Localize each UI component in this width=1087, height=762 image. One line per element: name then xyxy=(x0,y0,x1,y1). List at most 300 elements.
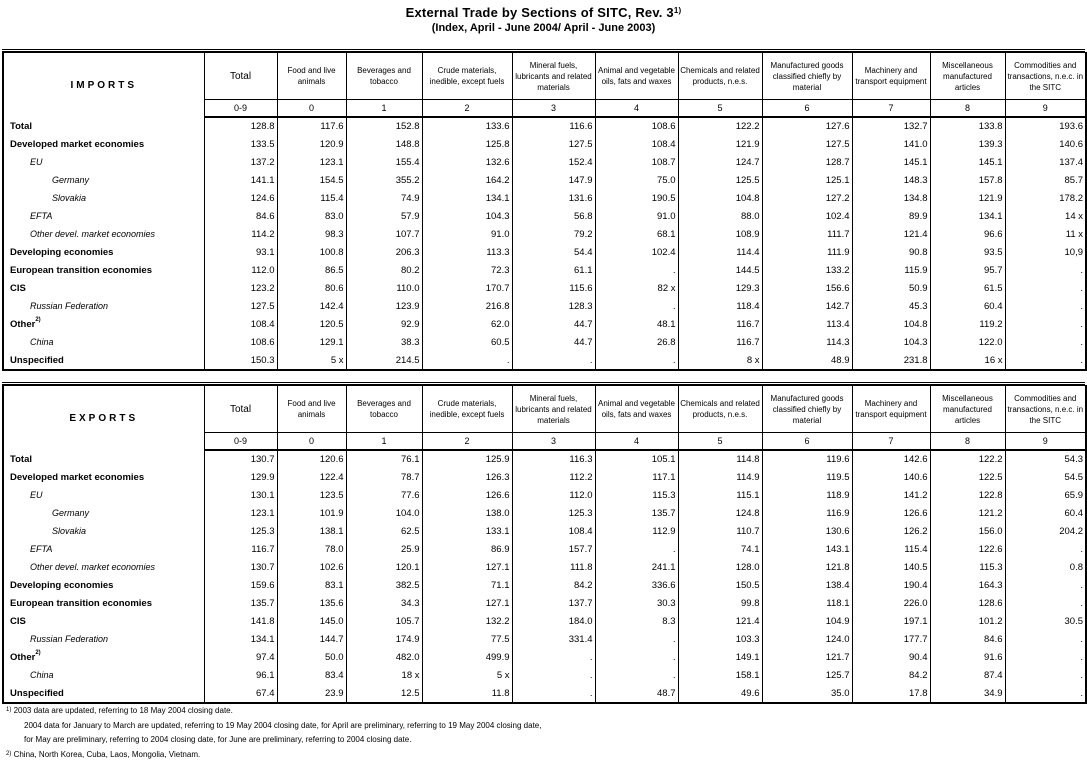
index-value: . xyxy=(595,630,678,648)
index-value: 115.4 xyxy=(852,540,930,558)
index-value: 156.0 xyxy=(930,522,1005,540)
index-value: . xyxy=(595,261,678,279)
index-value: 140.5 xyxy=(852,558,930,576)
index-value: 85.7 xyxy=(1005,171,1086,189)
index-value: 65.9 xyxy=(1005,486,1086,504)
index-value: 137.2 xyxy=(204,153,277,171)
row-label-text: Other xyxy=(10,318,36,330)
index-value: 76.1 xyxy=(346,450,422,468)
index-value: . xyxy=(1005,315,1086,333)
index-value: 117.1 xyxy=(595,468,678,486)
index-value: 119.2 xyxy=(930,315,1005,333)
row-label xyxy=(3,207,204,225)
footnote-ref: 2) xyxy=(35,649,41,656)
index-value: 128.3 xyxy=(512,297,595,315)
index-value: 158.1 xyxy=(678,666,762,684)
footnote-text: 2003 data are updated, referring to 18 May 2004 closing date. xyxy=(13,706,233,715)
index-value: 12.5 xyxy=(346,684,422,703)
index-value: 84.2 xyxy=(852,666,930,684)
index-value: 113.4 xyxy=(762,315,852,333)
table-row xyxy=(3,594,1086,612)
table-row xyxy=(3,558,1086,576)
index-value: . xyxy=(1005,540,1086,558)
index-value: 83.1 xyxy=(277,576,346,594)
row-label-text: European transition economies xyxy=(10,597,152,609)
table-row xyxy=(3,612,1086,630)
index-value: 8 x xyxy=(678,351,762,370)
index-value: 111.9 xyxy=(762,243,852,261)
sitc-code: 9 xyxy=(1005,100,1086,118)
index-value: 54.3 xyxy=(1005,450,1086,468)
sitc-code: 0 xyxy=(277,100,346,118)
sitc-code: 3 xyxy=(512,100,595,118)
index-value: 93.5 xyxy=(930,243,1005,261)
table-row xyxy=(3,261,1086,279)
table-row xyxy=(3,630,1086,648)
index-value: 122.5 xyxy=(930,468,1005,486)
index-value: 140.6 xyxy=(852,468,930,486)
footnote-text: for May are preliminary, referring to 2004 closing date, for June are preliminary, referring to 2004 closing date. xyxy=(24,735,412,744)
row-label xyxy=(3,450,204,468)
index-value: 121.9 xyxy=(678,135,762,153)
index-value: 206.3 xyxy=(346,243,422,261)
index-value: 137.4 xyxy=(1005,153,1086,171)
index-value: 57.9 xyxy=(346,207,422,225)
index-value: . xyxy=(595,351,678,370)
page-heading xyxy=(0,4,1087,35)
index-value: . xyxy=(422,351,512,370)
index-value: 128.0 xyxy=(678,558,762,576)
index-value: 121.8 xyxy=(762,558,852,576)
index-value: 132.2 xyxy=(422,612,512,630)
index-value: 145.0 xyxy=(277,612,346,630)
column-header: Crude materials, inedible, except fuels xyxy=(422,386,512,433)
index-value: 133.5 xyxy=(204,135,277,153)
row-label xyxy=(3,153,204,171)
index-value: 107.7 xyxy=(346,225,422,243)
index-value: 111.8 xyxy=(512,558,595,576)
index-value: 104.8 xyxy=(852,315,930,333)
footnote xyxy=(6,704,541,719)
index-value: 141.1 xyxy=(204,171,277,189)
index-value: 134.8 xyxy=(852,189,930,207)
index-value: 114.9 xyxy=(678,468,762,486)
sitc-code: 9 xyxy=(1005,433,1086,451)
index-value: 50.9 xyxy=(852,279,930,297)
row-label-text: EFTA xyxy=(30,211,53,221)
index-value: 145.1 xyxy=(852,153,930,171)
row-label xyxy=(3,468,204,486)
row-label-text: Other xyxy=(10,651,36,663)
table-row xyxy=(3,117,1086,135)
index-value: 231.8 xyxy=(852,351,930,370)
row-label xyxy=(3,558,204,576)
index-value: 83.0 xyxy=(277,207,346,225)
index-value: 128.6 xyxy=(930,594,1005,612)
index-value: 120.9 xyxy=(277,135,346,153)
index-value: 61.5 xyxy=(930,279,1005,297)
table-row xyxy=(3,171,1086,189)
table-row xyxy=(3,450,1086,468)
footnote-marker: 2) xyxy=(6,750,12,757)
index-value: 96.1 xyxy=(204,666,277,684)
index-value: 139.3 xyxy=(930,135,1005,153)
index-value: 123.1 xyxy=(277,153,346,171)
index-value: 102.6 xyxy=(277,558,346,576)
index-value: 91.6 xyxy=(930,648,1005,666)
index-value: 115.6 xyxy=(512,279,595,297)
row-label xyxy=(3,225,204,243)
index-value: 44.7 xyxy=(512,333,595,351)
index-value: 145.1 xyxy=(930,153,1005,171)
table-row xyxy=(3,468,1086,486)
row-label-text: CIS xyxy=(10,282,26,294)
index-value: 122.8 xyxy=(930,486,1005,504)
index-value: 112.0 xyxy=(512,486,595,504)
index-value: 35.0 xyxy=(762,684,852,703)
index-value: 8.3 xyxy=(595,612,678,630)
index-value: 80.6 xyxy=(277,279,346,297)
index-value: 88.0 xyxy=(678,207,762,225)
index-value: 130.7 xyxy=(204,558,277,576)
column-header: Crude materials, inedible, except fuels xyxy=(422,53,512,100)
sitc-code: 7 xyxy=(852,433,930,451)
row-label xyxy=(3,576,204,594)
index-value: 133.2 xyxy=(762,261,852,279)
table-row xyxy=(3,189,1086,207)
index-value: 118.1 xyxy=(762,594,852,612)
row-label-text: EU xyxy=(30,490,43,500)
index-value: 115.1 xyxy=(678,486,762,504)
column-header: Commodities and transactions, n.e.c. in the SITC xyxy=(1005,386,1086,433)
row-label-text: Developed market economies xyxy=(10,471,145,483)
index-value: 147.9 xyxy=(512,171,595,189)
index-value: 116.9 xyxy=(762,504,852,522)
index-value: 116.6 xyxy=(512,117,595,135)
index-value: 108.4 xyxy=(595,135,678,153)
index-value: 121.4 xyxy=(678,612,762,630)
row-label-text: China xyxy=(30,670,54,680)
index-value: 121.9 xyxy=(930,189,1005,207)
index-value: 5 x xyxy=(422,666,512,684)
index-value: 82 x xyxy=(595,279,678,297)
index-value: 114.4 xyxy=(678,243,762,261)
footnote-text: China, North Korea, Cuba, Laos, Mongolia, Vietnam. xyxy=(13,749,201,759)
table-row xyxy=(3,315,1086,333)
row-label-text: Developing economies xyxy=(10,579,114,591)
index-value: 30.5 xyxy=(1005,612,1086,630)
column-header: Food and live animals xyxy=(277,53,346,100)
index-value: 30.3 xyxy=(595,594,678,612)
index-value: 16 x xyxy=(930,351,1005,370)
index-value: 116.7 xyxy=(204,540,277,558)
index-value: 108.6 xyxy=(595,117,678,135)
row-label xyxy=(3,171,204,189)
sitc-code: 5 xyxy=(678,100,762,118)
index-value: 130.7 xyxy=(204,450,277,468)
index-value: 126.2 xyxy=(852,522,930,540)
index-value: 23.9 xyxy=(277,684,346,703)
index-value: 127.2 xyxy=(762,189,852,207)
index-value: 104.9 xyxy=(762,612,852,630)
footnote-marker: 1) xyxy=(6,707,12,713)
index-value: 122.6 xyxy=(930,540,1005,558)
index-value: 62.5 xyxy=(346,522,422,540)
row-label-text: EU xyxy=(30,157,43,167)
index-value: 142.6 xyxy=(852,450,930,468)
index-value: 121.2 xyxy=(930,504,1005,522)
index-value: 34.9 xyxy=(930,684,1005,703)
index-value: 108.4 xyxy=(204,315,277,333)
index-value: 127.5 xyxy=(762,135,852,153)
index-value: . xyxy=(595,666,678,684)
index-value: 77.6 xyxy=(346,486,422,504)
index-value: 331.4 xyxy=(512,630,595,648)
index-value: 204.2 xyxy=(1005,522,1086,540)
index-value: . xyxy=(1005,594,1086,612)
index-value: 60.5 xyxy=(422,333,512,351)
index-value: 127.1 xyxy=(422,594,512,612)
index-value: 127.5 xyxy=(204,297,277,315)
index-value: 77.5 xyxy=(422,630,512,648)
index-value: 125.3 xyxy=(204,522,277,540)
index-value: 144.5 xyxy=(678,261,762,279)
index-value: 17.8 xyxy=(852,684,930,703)
index-value: 72.3 xyxy=(422,261,512,279)
index-value: 124.8 xyxy=(678,504,762,522)
row-label xyxy=(3,333,204,351)
column-header: Miscellaneous manufactured articles xyxy=(930,386,1005,433)
column-header: Machinery and transport equipment xyxy=(852,386,930,433)
index-value: 118.9 xyxy=(762,486,852,504)
index-value: 148.3 xyxy=(852,171,930,189)
index-value: 56.8 xyxy=(512,207,595,225)
column-header: Miscellaneous manufactured articles xyxy=(930,53,1005,100)
sitc-code: 6 xyxy=(762,100,852,118)
index-value: 71.1 xyxy=(422,576,512,594)
index-value: 130.1 xyxy=(204,486,277,504)
row-label xyxy=(3,486,204,504)
index-value: 125.5 xyxy=(678,171,762,189)
index-value: 129.9 xyxy=(204,468,277,486)
exports-table-container xyxy=(2,382,1085,704)
index-value: 101.9 xyxy=(277,504,346,522)
row-label xyxy=(3,648,204,666)
index-value: 38.3 xyxy=(346,333,422,351)
index-value: 104.8 xyxy=(678,189,762,207)
index-value: 138.4 xyxy=(762,576,852,594)
row-label-text: Developed market economies xyxy=(10,138,145,150)
row-label xyxy=(3,315,204,333)
row-label-text: Unspecified xyxy=(10,354,64,366)
index-value: 91.0 xyxy=(595,207,678,225)
row-label xyxy=(3,684,204,703)
index-value: 382.5 xyxy=(346,576,422,594)
index-value: 133.8 xyxy=(930,117,1005,135)
index-value: 115.3 xyxy=(595,486,678,504)
index-value: 241.1 xyxy=(595,558,678,576)
index-value: 125.7 xyxy=(762,666,852,684)
row-label xyxy=(3,279,204,297)
row-label xyxy=(3,135,204,153)
table-row xyxy=(3,522,1086,540)
page-title xyxy=(0,4,1087,21)
table-row xyxy=(3,684,1086,703)
index-value: 355.2 xyxy=(346,171,422,189)
index-value: 50.0 xyxy=(277,648,346,666)
index-value: 157.7 xyxy=(512,540,595,558)
table-row xyxy=(3,207,1086,225)
index-value: 83.4 xyxy=(277,666,346,684)
table-row xyxy=(3,333,1086,351)
index-value: 190.5 xyxy=(595,189,678,207)
sitc-code: 4 xyxy=(595,100,678,118)
footnote xyxy=(6,748,541,762)
index-value: 174.9 xyxy=(346,630,422,648)
index-value: . xyxy=(1005,297,1086,315)
index-value: 226.0 xyxy=(852,594,930,612)
row-label-text: Russian Federation xyxy=(30,634,109,644)
index-value: 5 x xyxy=(277,351,346,370)
index-value: 104.0 xyxy=(346,504,422,522)
table-row xyxy=(3,297,1086,315)
sitc-code: 1 xyxy=(346,433,422,451)
row-label-text: Unspecified xyxy=(10,687,64,699)
sitc-code: 1 xyxy=(346,100,422,118)
index-value: 118.4 xyxy=(678,297,762,315)
sitc-code: 8 xyxy=(930,433,1005,451)
header-row xyxy=(3,53,1086,100)
index-value: 84.2 xyxy=(512,576,595,594)
index-value: 18 x xyxy=(346,666,422,684)
table-row xyxy=(3,225,1086,243)
index-value: 134.1 xyxy=(422,189,512,207)
index-value: 154.5 xyxy=(277,171,346,189)
index-value: 122.2 xyxy=(930,450,1005,468)
header-row xyxy=(3,386,1086,433)
index-value: 78.0 xyxy=(277,540,346,558)
sitc-code: 0-9 xyxy=(204,433,277,451)
index-value: 144.7 xyxy=(277,630,346,648)
index-value: 152.4 xyxy=(512,153,595,171)
row-label-text: European transition economies xyxy=(10,264,152,276)
index-value: 156.6 xyxy=(762,279,852,297)
table-row xyxy=(3,504,1086,522)
index-value: 119.6 xyxy=(762,450,852,468)
index-value: 124.6 xyxy=(204,189,277,207)
index-value: 120.1 xyxy=(346,558,422,576)
index-value: . xyxy=(512,666,595,684)
row-label-text: Total xyxy=(10,453,32,465)
index-value: 100.8 xyxy=(277,243,346,261)
index-value: 110.7 xyxy=(678,522,762,540)
footnote-text: 2004 data for January to March are updated, referring to 19 May 2004 closing date, for April are preliminary, referring to 19 May 2004 closing date, xyxy=(24,720,542,730)
column-header: Chemicals and related products, n.e.s. xyxy=(678,386,762,433)
index-value: 74.1 xyxy=(678,540,762,558)
index-value: . xyxy=(595,297,678,315)
index-value: 48.1 xyxy=(595,315,678,333)
index-value: 102.4 xyxy=(595,243,678,261)
index-value: 126.6 xyxy=(852,504,930,522)
index-value: 128.7 xyxy=(762,153,852,171)
index-value: 148.8 xyxy=(346,135,422,153)
row-label-text: Russian Federation xyxy=(30,301,109,311)
index-value: 124.0 xyxy=(762,630,852,648)
index-value: 123.5 xyxy=(277,486,346,504)
index-value: 11 x xyxy=(1005,225,1086,243)
index-value: 121.7 xyxy=(762,648,852,666)
index-value: 127.5 xyxy=(512,135,595,153)
index-value: . xyxy=(1005,576,1086,594)
index-value: 112.0 xyxy=(204,261,277,279)
index-value: 499.9 xyxy=(422,648,512,666)
index-value: 114.2 xyxy=(204,225,277,243)
exports-table xyxy=(2,385,1087,704)
index-value: 132.7 xyxy=(852,117,930,135)
index-value: 125.9 xyxy=(422,450,512,468)
index-value: 157.8 xyxy=(930,171,1005,189)
index-value: 137.7 xyxy=(512,594,595,612)
index-value: 96.6 xyxy=(930,225,1005,243)
index-value: . xyxy=(595,648,678,666)
index-value: 108.9 xyxy=(678,225,762,243)
index-value: 123.1 xyxy=(204,504,277,522)
index-value: 116.7 xyxy=(678,315,762,333)
sitc-code: 2 xyxy=(422,100,512,118)
index-value: 164.2 xyxy=(422,171,512,189)
index-value: . xyxy=(512,351,595,370)
row-label xyxy=(3,117,204,135)
index-value: 60.4 xyxy=(930,297,1005,315)
index-value: 101.2 xyxy=(930,612,1005,630)
index-value: . xyxy=(595,540,678,558)
index-value: 112.2 xyxy=(512,468,595,486)
index-value: 92.9 xyxy=(346,315,422,333)
sitc-code: 6 xyxy=(762,433,852,451)
index-value: 193.6 xyxy=(1005,117,1086,135)
footnote xyxy=(6,719,541,734)
row-label-text: Slovakia xyxy=(52,193,87,203)
row-label-text: Slovakia xyxy=(52,526,87,536)
index-value: 121.4 xyxy=(852,225,930,243)
index-value: 67.4 xyxy=(204,684,277,703)
index-value: 125.8 xyxy=(422,135,512,153)
index-value: 90.8 xyxy=(852,243,930,261)
index-value: 155.4 xyxy=(346,153,422,171)
row-label-text: China xyxy=(30,337,54,347)
index-value: 119.5 xyxy=(762,468,852,486)
index-value: . xyxy=(512,648,595,666)
index-value: 134.1 xyxy=(930,207,1005,225)
index-value: 89.9 xyxy=(852,207,930,225)
index-value: 164.3 xyxy=(930,576,1005,594)
column-header: Beverages and tobacco xyxy=(346,53,422,100)
index-value: 108.4 xyxy=(512,522,595,540)
table-row xyxy=(3,135,1086,153)
column-header: Total xyxy=(204,53,277,100)
index-value: 123.9 xyxy=(346,297,422,315)
row-label xyxy=(3,243,204,261)
index-value: 116.7 xyxy=(678,333,762,351)
row-label-text: Other devel. market economies xyxy=(30,562,156,572)
column-header: Animal and vegetable oils, fats and waxes xyxy=(595,386,678,433)
index-value: 143.1 xyxy=(762,540,852,558)
column-header: Food and live animals xyxy=(277,386,346,433)
index-value: . xyxy=(1005,261,1086,279)
index-value: 54.4 xyxy=(512,243,595,261)
index-value: 142.4 xyxy=(277,297,346,315)
index-value: 60.4 xyxy=(1005,504,1086,522)
